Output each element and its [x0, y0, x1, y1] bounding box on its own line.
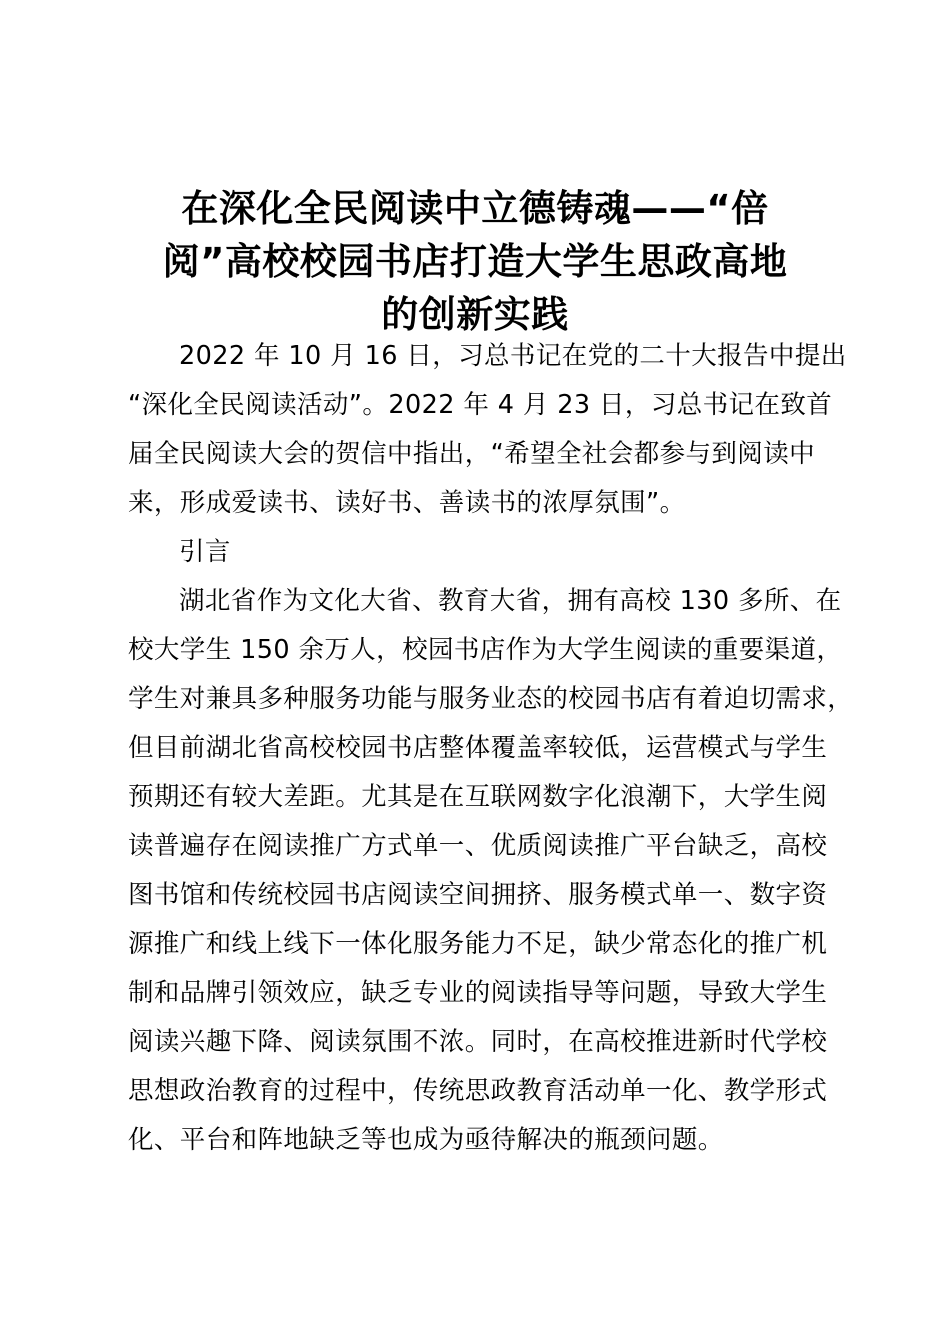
text-line: 来，形成爱读书、读好书、善读书的浓厚氛围”。	[128, 488, 686, 518]
section-heading: 引言	[179, 537, 231, 567]
document-title	[120, 182, 830, 341]
text-line: 学生对兼具多种服务功能与服务业态的校园书店有着迫切需求，	[128, 684, 854, 714]
text-line: 化、平台和阵地缺乏等也成为亟待解决的瓶颈问题。	[128, 1125, 724, 1155]
text-line: 预期还有较大差距。尤其是在互联网数字化浪潮下，大学生阅	[128, 782, 828, 812]
text-line: 但目前湖北省高校校园书店整体覆盖率较低，运营模式与学生	[128, 733, 828, 763]
text-line: 阅读兴趣下降、阅读氛围不浓。同时，在高校推进新时代学校	[128, 1027, 828, 1057]
text-line: 源推广和线上线下一体化服务能力不足，缺少常态化的推广机	[128, 929, 828, 959]
text-line: 思想政治教育的过程中，传统思政教育活动单一化、教学形式	[128, 1076, 828, 1106]
title-line: 在深化全民阅读中立德铸魂——“倍	[181, 187, 769, 230]
title-line: 阅”高校校园书店打造大学生思政高地	[162, 240, 788, 283]
text-line: 2022 年 10 月 16 日，习总书记在党的二十大报告中提出	[179, 341, 847, 371]
text-line: 校大学生 150 余万人，校园书店作为大学生阅读的重要渠道，	[128, 635, 843, 665]
text-line: 湖北省作为文化大省、教育大省，拥有高校 130 多所、在	[179, 586, 842, 616]
text-line: 图书馆和传统校园书店阅读空间拥挤、服务模式单一、数字资	[128, 880, 828, 910]
title-line: 的创新实践	[381, 293, 569, 336]
section-heading-introduction	[128, 528, 840, 577]
text-line: “深化全民阅读活动”。2022 年 4 月 23 日，习总书记在致首	[128, 390, 833, 420]
paragraph-intro-quote	[128, 332, 847, 528]
text-line: 读普遍存在阅读推广方式单一、优质阅读推广平台缺乏，高校	[128, 831, 828, 861]
text-line: 届全民阅读大会的贺信中指出，“希望全社会都参与到阅读中	[128, 439, 816, 469]
document-body	[128, 332, 854, 1165]
paragraph-background	[128, 577, 854, 1165]
text-line: 制和品牌引领效应，缺乏专业的阅读指导等问题，导致大学生	[128, 978, 828, 1008]
